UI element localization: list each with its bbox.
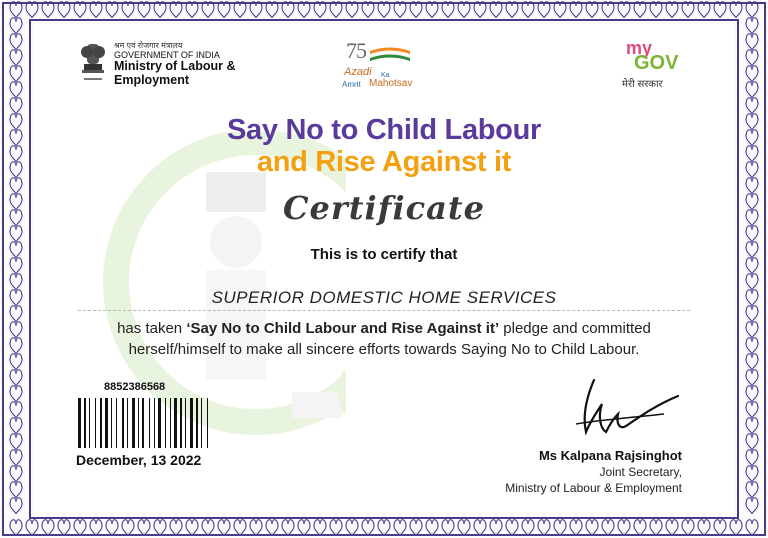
border-ornament <box>122 520 134 536</box>
border-ornament <box>522 2 534 18</box>
border-ornament <box>58 520 70 536</box>
border-ornament <box>698 520 710 536</box>
barcode-bar <box>84 398 86 448</box>
border-ornament <box>10 2 22 18</box>
pledge-suffix: pledge and committed <box>499 320 651 337</box>
border-ornament <box>90 2 102 18</box>
barcode-bar <box>142 398 144 448</box>
border-ornament <box>410 2 422 18</box>
border-ornament <box>154 2 166 18</box>
border-ornament <box>474 2 486 18</box>
border-ornament <box>730 520 742 536</box>
barcode-bar <box>138 398 139 448</box>
border-ornament <box>378 2 390 18</box>
barcode-bar <box>149 398 150 448</box>
barcode-bar <box>122 398 124 448</box>
border-ornament <box>634 2 646 18</box>
border-ornament <box>586 520 598 536</box>
barcode-bar <box>95 398 96 448</box>
border-ornament <box>250 2 262 18</box>
border-ornament <box>490 2 502 18</box>
recipient-name: SUPERIOR DOMESTIC HOME SERVICES <box>211 288 557 307</box>
border-ornament <box>10 434 22 450</box>
border-ornament <box>618 2 630 18</box>
border-ornament <box>746 450 758 466</box>
azadi-ka-amrit-mahotsav-logo <box>338 38 438 94</box>
barcode-bar <box>78 398 81 448</box>
border-ornament <box>10 418 22 434</box>
border-ornament <box>10 482 22 498</box>
border-ornament <box>42 2 54 18</box>
border-ornament <box>490 520 502 536</box>
barcode-bar <box>132 398 135 448</box>
border-ornament <box>234 2 246 18</box>
border-ornament <box>746 226 758 242</box>
border-ornament <box>234 520 246 536</box>
border-ornament <box>298 2 310 18</box>
border-ornament <box>218 520 230 536</box>
border-ornament <box>346 2 358 18</box>
border-ornament <box>682 2 694 18</box>
border-ornament <box>746 2 758 18</box>
border-ornament <box>90 520 102 536</box>
barcode-bar <box>207 398 208 448</box>
ministry-name-line2: Employment <box>114 72 190 87</box>
border-ornament <box>202 2 214 18</box>
border-ornament <box>650 2 662 18</box>
border-ornament <box>266 520 278 536</box>
mahotsav-text: Mahotsav <box>369 78 413 89</box>
border-ornament <box>746 482 758 498</box>
border-ornament <box>746 498 758 514</box>
gov-hindi-text: श्रम एवं रोजगार मंत्रालय <box>114 41 183 50</box>
barcode-bar <box>100 398 102 448</box>
border-ornament <box>10 18 22 34</box>
border-ornament <box>42 520 54 536</box>
gov-english-text: GOVERNMENT OF INDIA <box>114 49 220 60</box>
border-ornament <box>618 520 630 536</box>
name-underline <box>78 310 690 311</box>
barcode-bar <box>196 398 198 448</box>
border-ornament <box>106 2 118 18</box>
border-ornament <box>746 434 758 450</box>
barcode <box>78 398 240 448</box>
certificate-serial: 8852386568 <box>104 381 166 393</box>
border-ornament <box>74 2 86 18</box>
border-ornament <box>746 402 758 418</box>
border-ornament <box>746 386 758 402</box>
border-ornament <box>426 2 438 18</box>
border-ornament <box>330 520 342 536</box>
barcode-bar <box>180 398 182 448</box>
border-ornament <box>330 2 342 18</box>
border-ornament <box>746 18 758 34</box>
barcode-bar <box>185 398 186 448</box>
border-ornament <box>362 520 374 536</box>
border-ornament <box>538 2 550 18</box>
pledge-text <box>0 318 768 360</box>
border-ornament <box>746 418 758 434</box>
border-ornament <box>442 520 454 536</box>
border-ornament <box>10 82 22 98</box>
border-ornament <box>10 450 22 466</box>
border-ornament <box>634 520 646 536</box>
border-ornament <box>10 498 22 514</box>
barcode-bar <box>116 398 117 448</box>
border-ornament <box>458 2 470 18</box>
border-ornament <box>458 520 470 536</box>
border-ornament <box>170 520 182 536</box>
border-ornament <box>442 2 454 18</box>
border-ornament <box>282 2 294 18</box>
border-ornament <box>554 520 566 536</box>
border-ornament <box>570 2 582 18</box>
border-ornament <box>10 466 22 482</box>
border-ornament <box>138 2 150 18</box>
border-ornament <box>666 520 678 536</box>
border-ornament <box>106 520 118 536</box>
border-ornament <box>474 520 486 536</box>
barcode-bar <box>170 398 171 448</box>
border-ornament <box>714 520 726 536</box>
signature-image <box>568 374 684 440</box>
border-ornament <box>602 520 614 536</box>
barcode-bar <box>165 398 166 448</box>
border-ornament <box>666 2 678 18</box>
border-ornament <box>602 2 614 18</box>
border-ornament <box>714 2 726 18</box>
border-ornament <box>362 2 374 18</box>
border-ornament <box>570 520 582 536</box>
barcode-bar <box>190 398 193 448</box>
border-ornament <box>218 2 230 18</box>
border-ornament <box>730 2 742 18</box>
border-ornament <box>394 520 406 536</box>
signatory-title: Joint Secretary, <box>599 465 682 479</box>
ka-text: Ka <box>381 72 390 79</box>
signatory-name: Ms Kalpana Rajsinghot <box>538 448 682 463</box>
border-ornament <box>250 520 262 536</box>
border-ornament <box>746 66 758 82</box>
border-ornament <box>746 34 758 50</box>
certificate-date: December, 13 2022 <box>76 452 202 468</box>
border-ornament <box>10 66 22 82</box>
border-ornament <box>74 520 86 536</box>
ministry-logo <box>78 42 236 90</box>
border-ornament <box>506 2 518 18</box>
azadi-text: Azadi <box>344 66 372 78</box>
border-ornament <box>746 82 758 98</box>
border-ornament <box>682 520 694 536</box>
border-ornament <box>746 370 758 386</box>
barcode-bar <box>89 398 90 448</box>
border-ornament <box>506 520 518 536</box>
barcode-bar <box>111 398 112 448</box>
border-ornament <box>186 2 198 18</box>
border-ornament <box>746 466 758 482</box>
border-ornament <box>314 2 326 18</box>
border-ornament <box>410 520 422 536</box>
border-ornament <box>746 50 758 66</box>
barcode-bar <box>174 398 177 448</box>
border-ornament <box>746 98 758 114</box>
border-ornament <box>266 2 278 18</box>
border-ornament <box>154 520 166 536</box>
border-ornament <box>426 520 438 536</box>
ministry-name-line1: Ministry of Labour & <box>114 59 236 74</box>
pledge-name: ‘Say No to Child Labour and Rise Against it’ <box>186 320 500 337</box>
signatory-organization: Ministry of Labour & Employment <box>505 481 682 495</box>
border-ornament <box>58 2 70 18</box>
border-ornament <box>10 98 22 114</box>
border-ornament <box>26 2 38 18</box>
barcode-bar <box>158 398 161 448</box>
mygov-my-text: my <box>626 38 653 58</box>
barcode-bar <box>127 398 128 448</box>
border-ornament <box>186 520 198 536</box>
border-ornament <box>314 520 326 536</box>
border-ornament <box>10 370 22 386</box>
border-ornament <box>122 2 134 18</box>
mygov-hindi-text: मेरी सरकार <box>622 79 663 90</box>
amrit-text: Amrit <box>342 80 361 89</box>
border-ornament <box>746 520 758 536</box>
border-ornament <box>586 2 598 18</box>
border-ornament <box>522 520 534 536</box>
pledge-line2: herself/himself to make all sincere efforts towards Saying No to Child Labour. <box>128 341 640 358</box>
signatory-block <box>505 448 682 496</box>
border-ornament <box>698 2 710 18</box>
certificate-heading: Certificate <box>283 189 485 227</box>
border-ornament <box>202 520 214 536</box>
border-ornament <box>138 520 150 536</box>
barcode-bar <box>154 398 155 448</box>
border-ornament <box>10 402 22 418</box>
border-ornament <box>538 520 550 536</box>
certify-text: This is to certify that <box>310 246 458 263</box>
mygov-gov-text: GOV <box>634 52 679 74</box>
border-ornament <box>10 50 22 66</box>
mygov-logo <box>620 38 690 90</box>
border-ornament <box>554 2 566 18</box>
border-ornament <box>650 520 662 536</box>
barcode-bar <box>105 398 108 448</box>
border-ornament <box>282 520 294 536</box>
national-emblem-icon <box>78 42 108 90</box>
border-ornament <box>10 386 22 402</box>
border-ornament <box>26 520 38 536</box>
border-ornament <box>10 34 22 50</box>
pledge-prefix: has taken <box>117 320 187 337</box>
azadi-75: 75 <box>346 38 366 63</box>
border-ornament <box>10 226 22 242</box>
border-ornament <box>298 520 310 536</box>
border-ornament <box>378 520 390 536</box>
border-ornament <box>394 2 406 18</box>
campaign-title-line1: Say No to Child Labour <box>226 114 541 146</box>
border-ornament <box>10 520 22 536</box>
border-ornament <box>346 520 358 536</box>
barcode-bar <box>201 398 202 448</box>
tricolour-flag-icon <box>368 46 412 64</box>
border-ornament <box>170 2 182 18</box>
campaign-title-line2: and Rise Against it <box>256 146 512 178</box>
